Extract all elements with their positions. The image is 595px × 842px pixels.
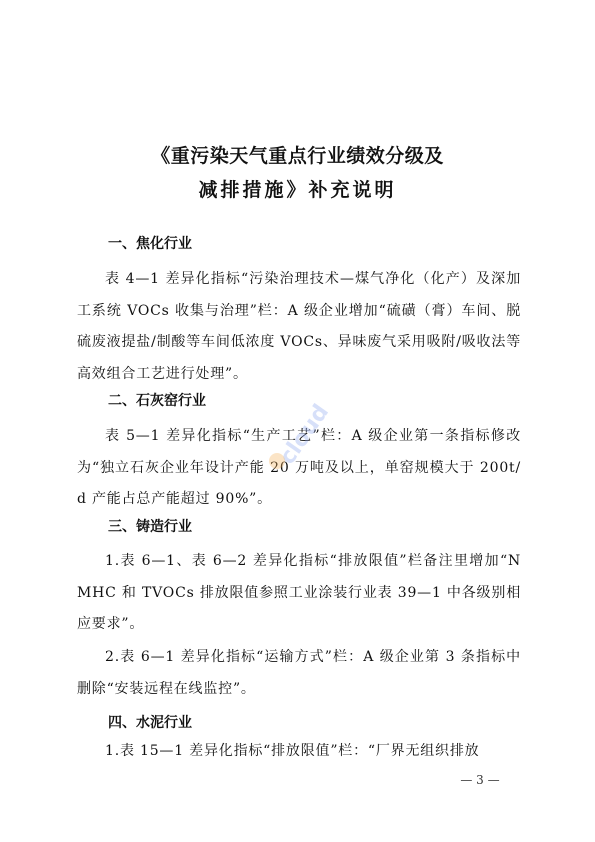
document-title-line-1: 《重污染天气重点行业绩效分级及 [151, 145, 444, 167]
document-title-line-2: 减排措施》补充说明 [198, 179, 397, 201]
section-heading-casting: 三、铸造行业 [108, 519, 192, 535]
section-paragraph-lime-kiln: 表 5—1 差异化指标“生产工艺”栏：A 级企业第一条指标修改为“独立石灰企业年设计产能 20 万吨及以上，单窑规模大于 200t/d 产能占总产能超过 90%”。 [77, 428, 521, 508]
page-number: — 3 — [460, 773, 500, 787]
section-heading-coking: 一、焦化行业 [108, 236, 192, 252]
section-paragraph-coking: 表 4—1 差异化指标“污染治理技术—煤气净化（化产）及深加工系统 VOCs 收集与治理”栏：A 级企业增加“硫磺（膏）车间、脱硫废液提盐/制酸等车间低浓度 VOCs、异味废气采用吸附/吸收法等高效组合工艺进行处理”。 [77, 271, 521, 383]
section-heading-cement: 四、水泥行业 [108, 715, 192, 731]
section-paragraph-casting-2: 2.表 6—1 差异化指标“运输方式”栏：A 级企业第 3 条指标中删除“安装远程在线监控”。 [77, 649, 521, 697]
section-heading-lime-kiln: 二、石灰窑行业 [108, 393, 206, 409]
watermark-text: cloud [275, 400, 335, 470]
section-paragraph-casting-1: 1.表 6—1、表 6—2 差异化指标“排放限值”栏备注里增加“NMHC 和 TVOCs 排放限值参照工业涂装行业表 39—1 中各级别相应要求”。 [77, 553, 521, 633]
section-paragraph-cement-1: 1.表 15—1 差异化指标“排放限值”栏：“厂界无组织排放 [105, 743, 480, 759]
